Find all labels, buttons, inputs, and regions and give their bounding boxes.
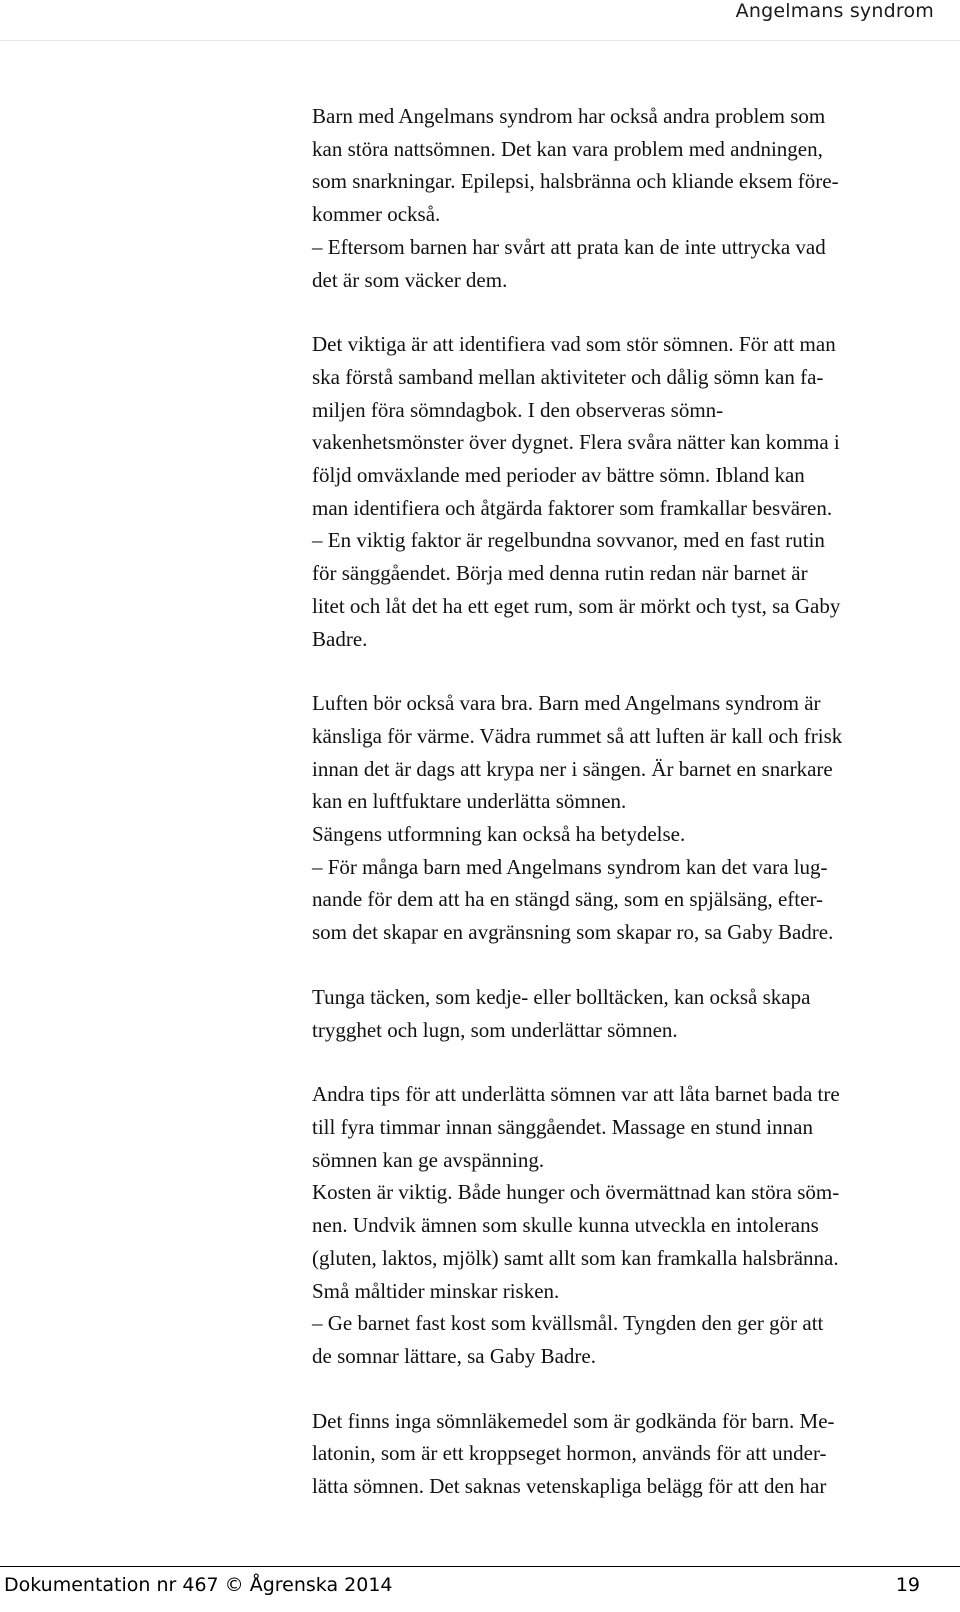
text-line: Det finns inga sömnläkemedel som är godkända för barn. Me- — [312, 1408, 835, 1433]
footer-publication-info: Dokumentation nr 467 © Ågrenska 2014 — [4, 1574, 393, 1596]
text-line: för sänggåendet. Börja med denna rutin redan när barnet är — [312, 561, 808, 586]
paragraph-spacer — [312, 655, 930, 687]
text-line: till fyra timmar innan sänggåendet. Massage en stund innan — [312, 1114, 813, 1139]
text-line: Det viktiga är att identifiera vad som stör sömnen. För att man — [312, 332, 836, 357]
text-line: följd omväxlande med perioder av bättre sömn. Ibland kan — [312, 463, 805, 488]
paragraph-spacer — [312, 1373, 930, 1405]
page-number: 19 — [895, 1574, 920, 1596]
text-line: nande för dem att ha en stängd säng, som en spjälsäng, efter- — [312, 887, 824, 912]
paragraph-air-and-bed — [312, 687, 930, 949]
paragraph-identify-disturbance — [312, 328, 930, 655]
text-line: Luften bör också vara bra. Barn med Angelmans syndrom är — [312, 691, 821, 716]
text-line: Andra tips för att underlätta sömnen var att låta barnet bada tre — [312, 1082, 840, 1107]
text-line: lätta sömnen. Det saknas vetenskapliga belägg för att den har — [312, 1474, 827, 1499]
text-line: innan det är dags att krypa ner i sängen. Är barnet en snarkare — [312, 756, 833, 781]
text-line: som det skapar en avgränsning som skapar ro, sa Gaby Badre. — [312, 920, 834, 945]
article-body — [312, 100, 930, 1503]
text-line: sömnen kan ge avspänning. — [312, 1147, 545, 1172]
text-line: – För många barn med Angelmans syndrom kan det vara lug- — [312, 854, 828, 879]
text-line: det är som väcker dem. — [312, 267, 508, 292]
text-line: nen. Undvik ämnen som skulle kunna utveckla en intolerans — [312, 1213, 819, 1238]
header-divider — [0, 40, 960, 41]
text-line: man identifiera och åtgärda faktorer som framkallar besvären. — [312, 495, 833, 520]
paragraph-spacer — [312, 949, 930, 981]
text-line: vakenhetsmönster över dygnet. Flera svåra nätter kan komma i — [312, 430, 840, 455]
paragraph-medication — [312, 1405, 930, 1503]
paragraph-weighted-blankets — [312, 981, 930, 1046]
text-line: – Eftersom barnen har svårt att prata kan de inte uttrycka vad — [312, 234, 826, 259]
text-line: kommer också. — [312, 202, 441, 227]
paragraph-spacer — [312, 296, 930, 328]
text-line: litet och låt det ha ett eget rum, som är mörkt och tyst, sa Gaby — [312, 593, 841, 618]
paragraph-other-tips — [312, 1078, 930, 1372]
text-line: Kosten är viktig. Både hunger och övermättnad kan störa söm- — [312, 1180, 840, 1205]
text-line: känsliga för värme. Vädra rummet så att luften är kall och frisk — [312, 723, 843, 748]
text-line: kan en luftfuktare underlätta sömnen. — [312, 789, 627, 814]
paragraph-spacer — [312, 1046, 930, 1078]
text-line: – Ge barnet fast kost som kvällsmål. Tyngden den ger gör att — [312, 1311, 824, 1336]
page-footer — [0, 1566, 960, 1612]
text-line: latonin, som är ett kroppseget hormon, används för att under- — [312, 1441, 827, 1466]
text-line: (gluten, laktos, mjölk) samt allt som kan framkalla halsbränna. — [312, 1245, 839, 1270]
text-line: kan störa nattsömnen. Det kan vara problem med andningen, — [312, 136, 823, 161]
paragraph-other-problems — [312, 100, 930, 296]
text-line: miljen föra sömndagbok. I den observeras sömn- — [312, 397, 724, 422]
running-header-title: Angelmans syndrom — [735, 0, 934, 22]
text-line: som snarkningar. Epilepsi, halsbränna och kliande eksem före- — [312, 169, 839, 194]
text-line: Tunga täcken, som kedje- eller bolltäcken, kan också skapa — [312, 984, 811, 1009]
text-line: trygghet och lugn, som underlättar sömnen. — [312, 1017, 678, 1042]
text-line: ska förstå samband mellan aktiviteter och dålig sömn kan fa- — [312, 364, 824, 389]
text-line: Barn med Angelmans syndrom har också andra problem som — [312, 104, 826, 128]
text-line: de somnar lättare, sa Gaby Badre. — [312, 1343, 596, 1368]
text-line: Små måltider minskar risken. — [312, 1278, 560, 1303]
text-line: Sängens utformning kan också ha betydelse. — [312, 822, 686, 847]
text-line: Badre. — [312, 626, 368, 651]
text-line: – En viktig faktor är regelbundna sovvanor, med en fast rutin — [312, 528, 825, 553]
